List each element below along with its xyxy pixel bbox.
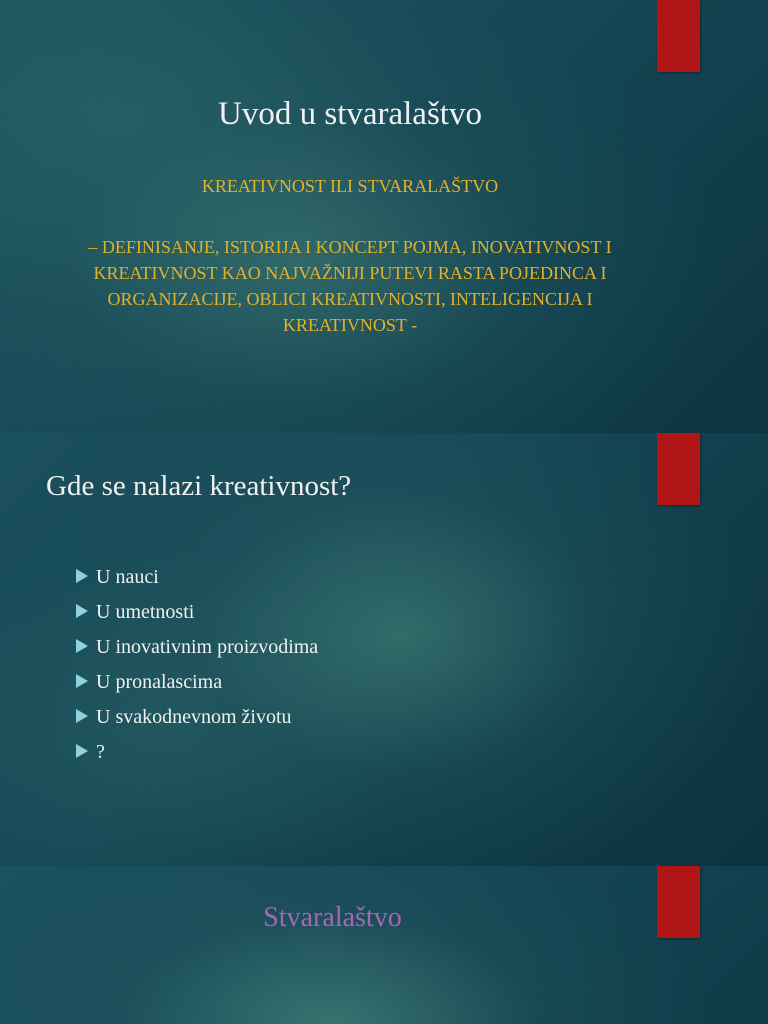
- list-item-text: U pronalascima: [96, 671, 223, 693]
- slide-2-title: Gde se nalazi kreativnost?: [46, 470, 352, 502]
- list-item-text: U umetnosti: [96, 601, 195, 623]
- bullet-list: [76, 566, 318, 776]
- red-accent-tab: [657, 433, 700, 505]
- triangle-right-icon: [76, 639, 88, 653]
- slide-3-title: Stvaralaštvo: [263, 902, 402, 933]
- slide-1-description: – DEFINISANJE, ISTORIJA I KONCEPT POJMA, INOVATIVNOST I KREATIVNOST KAO NAJVAŽNIJI PUTEVI RASTA POJEDINCA I ORGANIZACIJE, OBLICI KREATIVNOSTI, INTELIGENCIJA I KREATIVNOST -: [88, 237, 612, 335]
- triangle-right-icon: [76, 674, 88, 688]
- list-item: [76, 706, 318, 741]
- triangle-right-icon: [76, 709, 88, 723]
- slide-1-title: Uvod u stvaralaštvo: [218, 96, 482, 132]
- list-item-text: U inovativnim proizvodima: [96, 636, 319, 658]
- slide-2: [0, 433, 768, 866]
- triangle-right-icon: [76, 744, 88, 758]
- list-item: [76, 636, 318, 671]
- triangle-right-icon: [76, 569, 88, 583]
- list-item-text: U nauci: [96, 566, 159, 588]
- list-item: [76, 671, 318, 706]
- list-item: [76, 601, 318, 636]
- list-item: [76, 741, 318, 776]
- slide-3: [0, 866, 768, 1024]
- list-item-text: U svakodnevnom životu: [96, 706, 292, 728]
- slide-1-subtitle: KREATIVNOST ILI STVARALAŠTVO: [201, 176, 499, 196]
- red-accent-tab: [657, 0, 700, 72]
- list-item: [76, 566, 318, 601]
- triangle-right-icon: [76, 604, 88, 618]
- slide-1: [0, 0, 768, 433]
- list-item-text: ?: [96, 741, 105, 763]
